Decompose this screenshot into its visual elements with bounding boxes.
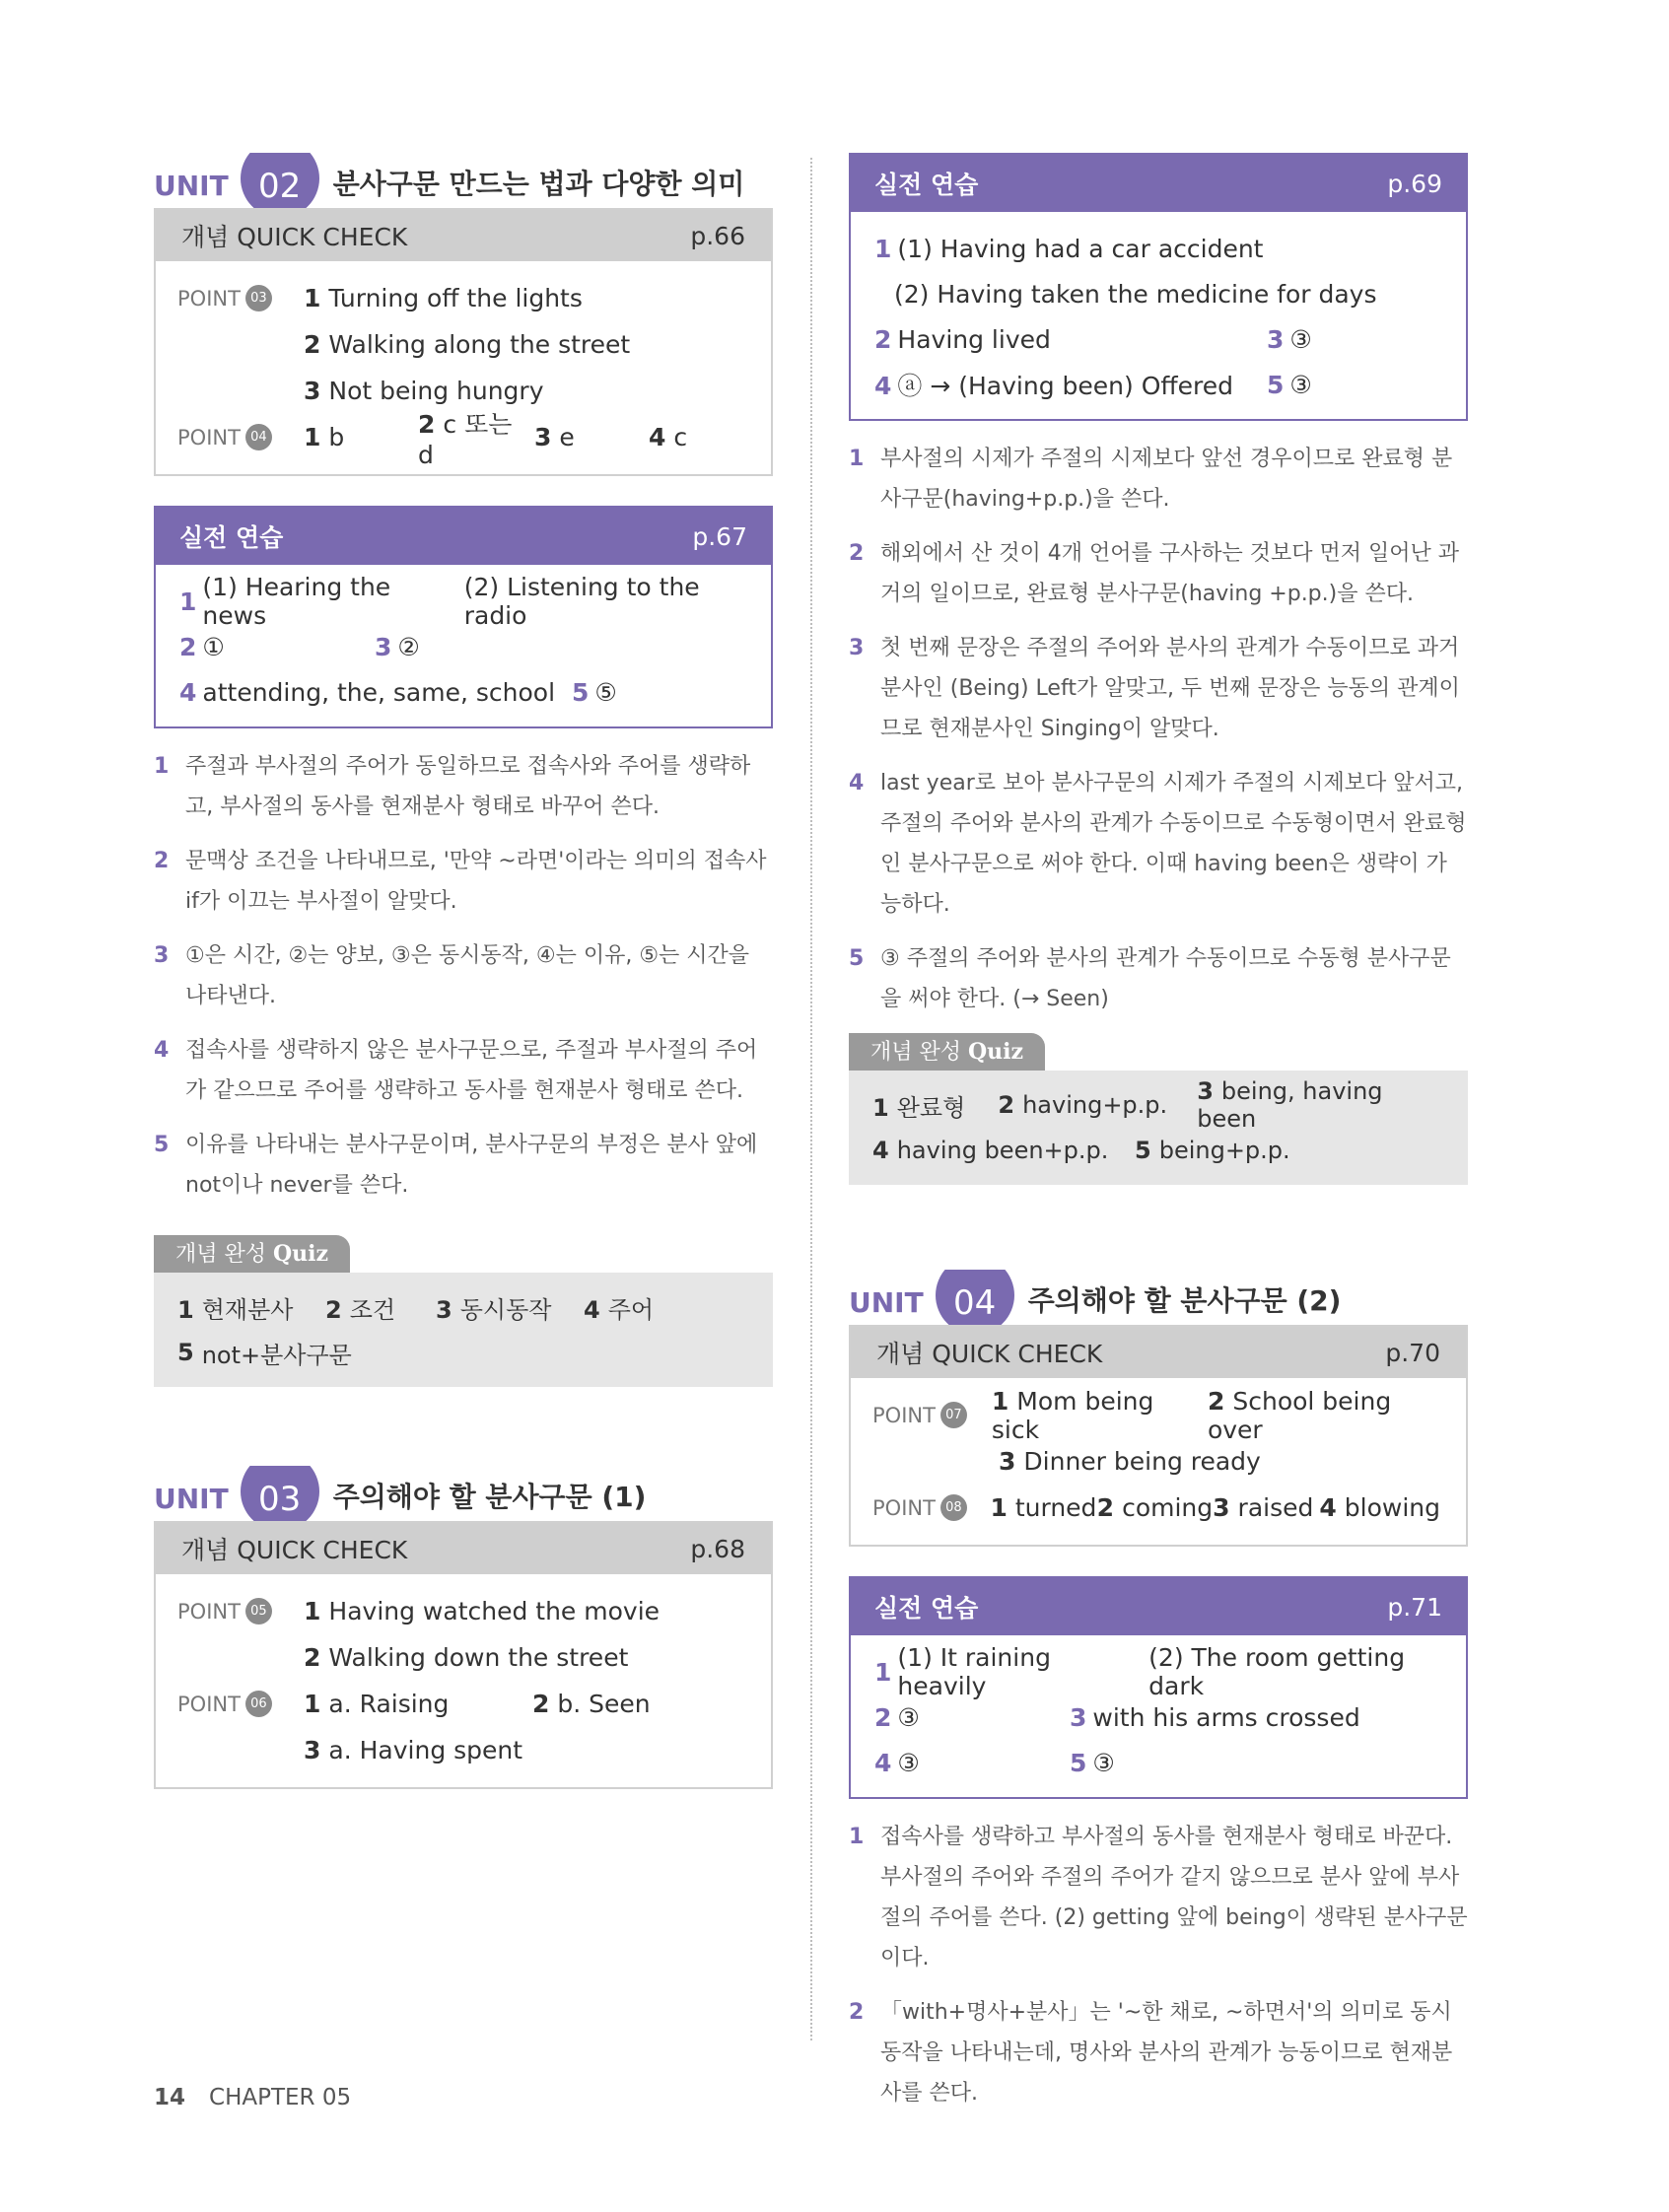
- left-column: [154, 153, 773, 1789]
- explanation-item: 3 ①은 시간, ②는 양보, ③은 동시동작, ④는 이유, ⑤는 시간을 나타낸다.: [154, 943, 750, 1008]
- page-footer: [154, 2085, 351, 2110]
- page-number: 14: [154, 2085, 186, 2110]
- page-ref: p.67: [692, 521, 747, 551]
- practice-box: 실전 연습 p.71 1 (1) It raining heavily (2) The room getting dark 2 ③ 3 with his arms crossed 4 ③ 5 ③: [849, 1576, 1468, 1799]
- explanation-item: 1 부사절의 시제가 주절의 시제보다 앞선 경우이므로 완료형 분사구문(having+p.p.)을 쓴다.: [849, 447, 1453, 512]
- explanation-item: 1 주절과 부사절의 주어가 동일하므로 접속사와 주어를 생략하고, 부사절의 동사를 현재분사 형태로 바꾸어 쓴다.: [154, 754, 751, 819]
- unit-title: 주의해야 할 분사구문 (2): [1027, 1284, 1342, 1317]
- unit-title: 주의해야 할 분사구문 (1): [332, 1481, 647, 1513]
- unit-label: UNIT: [154, 1483, 229, 1515]
- quiz-answers: 1 현재분사 2 조건 3 동시동작 4 주어 5 not+분사구문: [154, 1273, 773, 1387]
- answer: Turning off the lights: [328, 284, 583, 312]
- practice-box: 실전 연습 p.69 1 (1) Having had a car accident (2) Having taken the medicine for days 2 Having lived 3 ③ 4 ⓐ → (Having been) Offered 5 ③: [849, 153, 1468, 421]
- page-ref: p.70: [1385, 1338, 1440, 1367]
- explanation-item: 3 첫 번째 문장은 주절의 주어와 분사의 관계가 수동이므로 과거분사인 (Being) Left가 알맞고, 두 번째 문장은 능동의 관계이므로 현재분사인 Singing이 알맞다.: [849, 636, 1460, 741]
- explanation-item: 1 접속사를 생략하고 부사절의 동사를 현재분사 형태로 바꾼다. 부사절의 주어와 주절의 주어가 같지 않으므로 분사 앞에 부사절의 주어를 쓴다. (2) getting 앞에 being이 생략된 분사구문이다.: [849, 1825, 1468, 1970]
- page-ref: p.68: [690, 1534, 745, 1563]
- unit-number-badge: 03: [241, 1468, 319, 1521]
- point-label: POINT 03: [177, 285, 304, 311]
- explanation-item: 5 이유를 나타내는 분사구문이며, 분사구문의 부정은 분사 앞에 not이나 never를 쓴다.: [154, 1133, 758, 1198]
- explanation-item: 2 문맥상 조건을 나타내므로, '만약 ~라면'이라는 의미의 접속사 if가 이끄는 부사절이 알맞다.: [154, 849, 767, 914]
- column-divider: [810, 158, 812, 2040]
- concept-quiz: [154, 1235, 773, 1387]
- explanation-item: 2 해외에서 산 것이 4개 언어를 구사하는 것보다 먼저 일어난 과거의 일이므로, 완료형 분사구문(having +p.p.)을 쓴다.: [849, 541, 1459, 606]
- unit-title: 분사구문 만드는 법과 다양한 의미: [332, 168, 745, 200]
- unit-label: UNIT: [154, 170, 229, 202]
- page-ref: p.71: [1387, 1592, 1442, 1622]
- concept-quiz: [849, 1033, 1468, 1185]
- answer: Walking along the street: [328, 330, 631, 359]
- explanation-item: 5 ③ 주절의 주어와 분사의 관계가 수동이므로 수동형 분사구문을 써야 한다. (→ Seen): [849, 946, 1451, 1011]
- practice-header: 실전 연습 p.71: [851, 1578, 1466, 1635]
- quick-check-header: 개념 QUICK CHECK p.70: [851, 1327, 1466, 1378]
- quick-check-box: 개념 QUICK CHECK p.70 POINT 07 1 Mom being sick 2 School being over 3 Dinner being ready POINT 08 1 turned 2 coming 3 raised 4 blowing: [849, 1325, 1468, 1547]
- practice-box: 실전 연습 p.67 1 (1) Hearing the news (2) Listening to the radio 2 ① 3 ② 4 attending, the, same, school 5 ⑤: [154, 506, 773, 728]
- unit-03-header: [154, 1466, 773, 1521]
- practice-header: 실전 연습 p.69: [851, 155, 1466, 212]
- explanation-list: [849, 1817, 1468, 2113]
- explanation-list: [849, 439, 1468, 1019]
- unit-04-header: [849, 1270, 1468, 1325]
- quick-check-header: 개념 QUICK CHECK p.68: [156, 1523, 771, 1574]
- page-ref: p.66: [690, 221, 745, 250]
- practice-header: 실전 연습 p.67: [156, 508, 771, 565]
- chapter-label: CHAPTER 05: [209, 2085, 352, 2110]
- point-label: POINT 04: [177, 424, 304, 450]
- right-column: [849, 153, 1468, 2127]
- quick-check-header: 개념 QUICK CHECK p.66: [156, 210, 771, 261]
- explanation-item: 2 「with+명사+분사」는 '~한 채로, ~하면서'의 의미로 동시동작을 나타내는데, 명사와 분사의 관계가 능동이므로 현재분사를 쓴다.: [849, 2000, 1453, 2106]
- quick-check-box: 개념 QUICK CHECK p.68 POINT 05 1 Having watched the movie 2 Walking down the street POINT 06 1 a. Raising 2 b. Seen 3 a. Having spent: [154, 1521, 773, 1789]
- explanation-list: [154, 746, 773, 1206]
- point-label: POINT 07: [872, 1402, 992, 1428]
- unit-number-badge: 02: [241, 155, 319, 208]
- quiz-answers: 1 완료형 2 having+p.p. 3 being, having been 4 having been+p.p. 5 being+p.p.: [849, 1071, 1468, 1185]
- quiz-tab: 개념 완성 Quiz: [154, 1235, 350, 1273]
- explanation-item: 4 접속사를 생략하지 않은 분사구문으로, 주절과 부사절의 주어가 같으므로 주어를 생략하고 동사를 현재분사 형태로 쓴다.: [154, 1038, 758, 1103]
- explanation-item: 4 last year로 보아 분사구문의 시제가 주절의 시제보다 앞서고, 주절의 주어와 분사의 관계가 수동이므로 수동형이면서 완료형인 분사구문으로 써야 한다. 이때 having been은 생략이 가능하다.: [849, 771, 1467, 917]
- unit-label: UNIT: [849, 1286, 924, 1319]
- unit-number-badge: 04: [936, 1272, 1014, 1325]
- point-label: POINT 06: [177, 1691, 304, 1717]
- quiz-tab: 개념 완성 Quiz: [849, 1033, 1045, 1071]
- page-ref: p.69: [1387, 169, 1442, 198]
- answer: Not being hungry: [328, 377, 544, 405]
- quick-check-box: 개념 QUICK CHECK p.66 POINT 03 1 Turning off the lights 2 Walking along the street 3 Not being hungry POINT 04 1 b 2 c 또는 d 3 e 4 c: [154, 208, 773, 476]
- point-label: POINT 05: [177, 1598, 304, 1624]
- unit-02-header: [154, 153, 773, 208]
- point-label: POINT 08: [872, 1494, 990, 1521]
